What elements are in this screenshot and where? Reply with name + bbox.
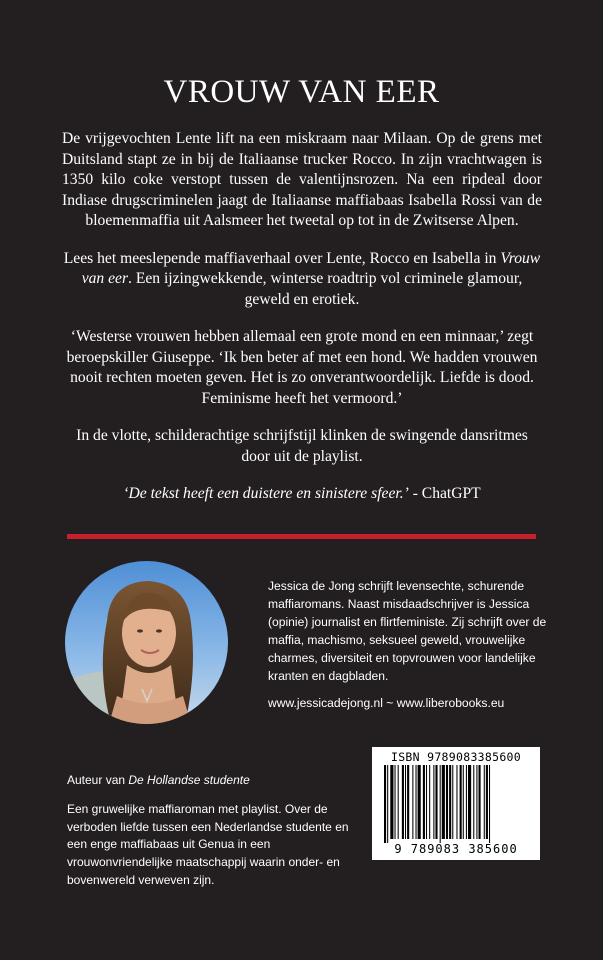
barcode-bar <box>479 765 481 839</box>
blurb-book-title: Vrouw van eer <box>81 249 541 287</box>
author-of-line <box>67 773 357 787</box>
book-title: VROUW VAN EER <box>163 74 440 110</box>
barcode-bar <box>456 765 457 839</box>
barcode-bar <box>435 765 437 839</box>
blurb-paragraph-2 <box>62 249 542 311</box>
barcode-bar <box>405 765 406 839</box>
barcode-bar <box>476 765 477 839</box>
red-divider <box>67 534 536 539</box>
barcode-bar <box>486 765 488 839</box>
barcode-bar <box>473 765 474 839</box>
barcode-bar <box>466 765 467 839</box>
barcode-bar <box>407 765 409 839</box>
barcode-bar <box>460 765 462 839</box>
isbn-bottom-number: 9 789083 385600 <box>394 842 518 856</box>
author-of-prefix: Auteur van <box>67 773 129 787</box>
blurb-paragraph-4: In de vlotte, schilderachtige schrijfstijl klinken de swingende dansritmes door uit de playlist. <box>76 427 528 465</box>
author-bio <box>268 577 548 685</box>
barcode-bar <box>398 765 399 839</box>
blurb-paragraph-2-end: . Een ijzingwekkende, winterse roadtrip vol criminele glamour, geweld en erotiek. <box>128 270 523 308</box>
barcode-bar <box>412 765 413 839</box>
review-quote-source: - ChatGPT <box>408 485 481 502</box>
review-quote <box>62 484 542 505</box>
author-bio-text: Jessica de Jong schrijft levensechte, schurende maffiaromans. Naast misdaadschrijver is Jessica (opinie) journalist en flirtfeministe. Zij schrijft over de maffia, machismo, seksueel geweld, vrouwelijke charmes, diversiteit en topvrouwen voor landelijke kranten en dagbladen. <box>268 579 547 683</box>
barcode-bar <box>446 765 448 839</box>
barcode-bar <box>423 765 425 839</box>
back-cover-blurb <box>62 129 542 522</box>
barcode-bar <box>387 765 388 843</box>
author-websites: www.jessicadejong.nl ~ www.liberobooks.eu <box>268 696 505 710</box>
blurb-paragraph-1 <box>62 129 542 232</box>
barcode-bar <box>452 765 453 839</box>
blurb-paragraph-3: ‘Westerse vrouwen hebben allemaal een grote mond en een minnaar,’ zegt beroepskiller Giuseppe. ‘Ik ben beter af met een hond. We hadden vrouwen nooit rechten moeten geven. Het is zo onverantwoordelijk. Liefde is dood. Feminisme heeft het vermoord.’ <box>66 328 538 407</box>
barcode-bar <box>463 765 464 839</box>
barcode-bar <box>440 765 441 843</box>
barcode-bar <box>390 765 393 839</box>
barcode-bar <box>395 765 396 839</box>
barcode-bar <box>416 765 417 839</box>
barcode-bar <box>418 765 421 839</box>
barcode-bar <box>468 765 471 839</box>
review-quote-text: ‘De tekst heeft een duistere en sinistere sfeer.’ <box>123 485 409 502</box>
isbn-top-label: ISBN 9789083385600 <box>390 750 522 764</box>
barcode-bar <box>449 765 451 839</box>
author-of-book: De Hollandse studente <box>128 773 250 787</box>
author-photo <box>65 561 228 724</box>
barcode-bar <box>442 765 445 839</box>
barcode-bar <box>489 765 490 843</box>
barcode-bar <box>429 765 430 839</box>
other-book-description: Een gruwelijke maffiaroman met playlist. Over de verboden liefde tussen een Nederlandse studente en een enge maffiabaas uit Genua in een vrouwonvriendelijke maatschappij waarin onder- en bovenwereld verweven zijn. <box>67 802 349 887</box>
barcode-bar <box>484 765 485 839</box>
barcode-bar <box>384 765 386 843</box>
blurb-paragraph-2-start: Lees het meeslepende maffiaverhaal over Lente, Rocco en Isabella in <box>63 249 497 267</box>
barcode-bar <box>433 765 434 839</box>
author-photo-image <box>65 561 228 724</box>
isbn-barcode <box>372 747 540 860</box>
blurb-paragraph-1b-text: Na een ripdeal door Indiase drugscriminelen jaagt de Italiaanse maffiabaas Isabella Rossi van de bloemenmaffia uit Aalsmeer het tweetal op tot in de Zwitserse Alpen. <box>62 171 542 229</box>
barcode-bar <box>426 765 427 839</box>
blurb-paragraph-1-text: De vrijgevochten Lente lift na een miskraam naar Milaan. Op de grens met Duitsland stapt ze in bij de Italiaanse trucker Rocco. In zijn vrachtwagen is 1350 kilo coke verstopt tussen de valentijnsrozen. <box>62 130 542 188</box>
barcode-bar <box>402 765 404 839</box>
